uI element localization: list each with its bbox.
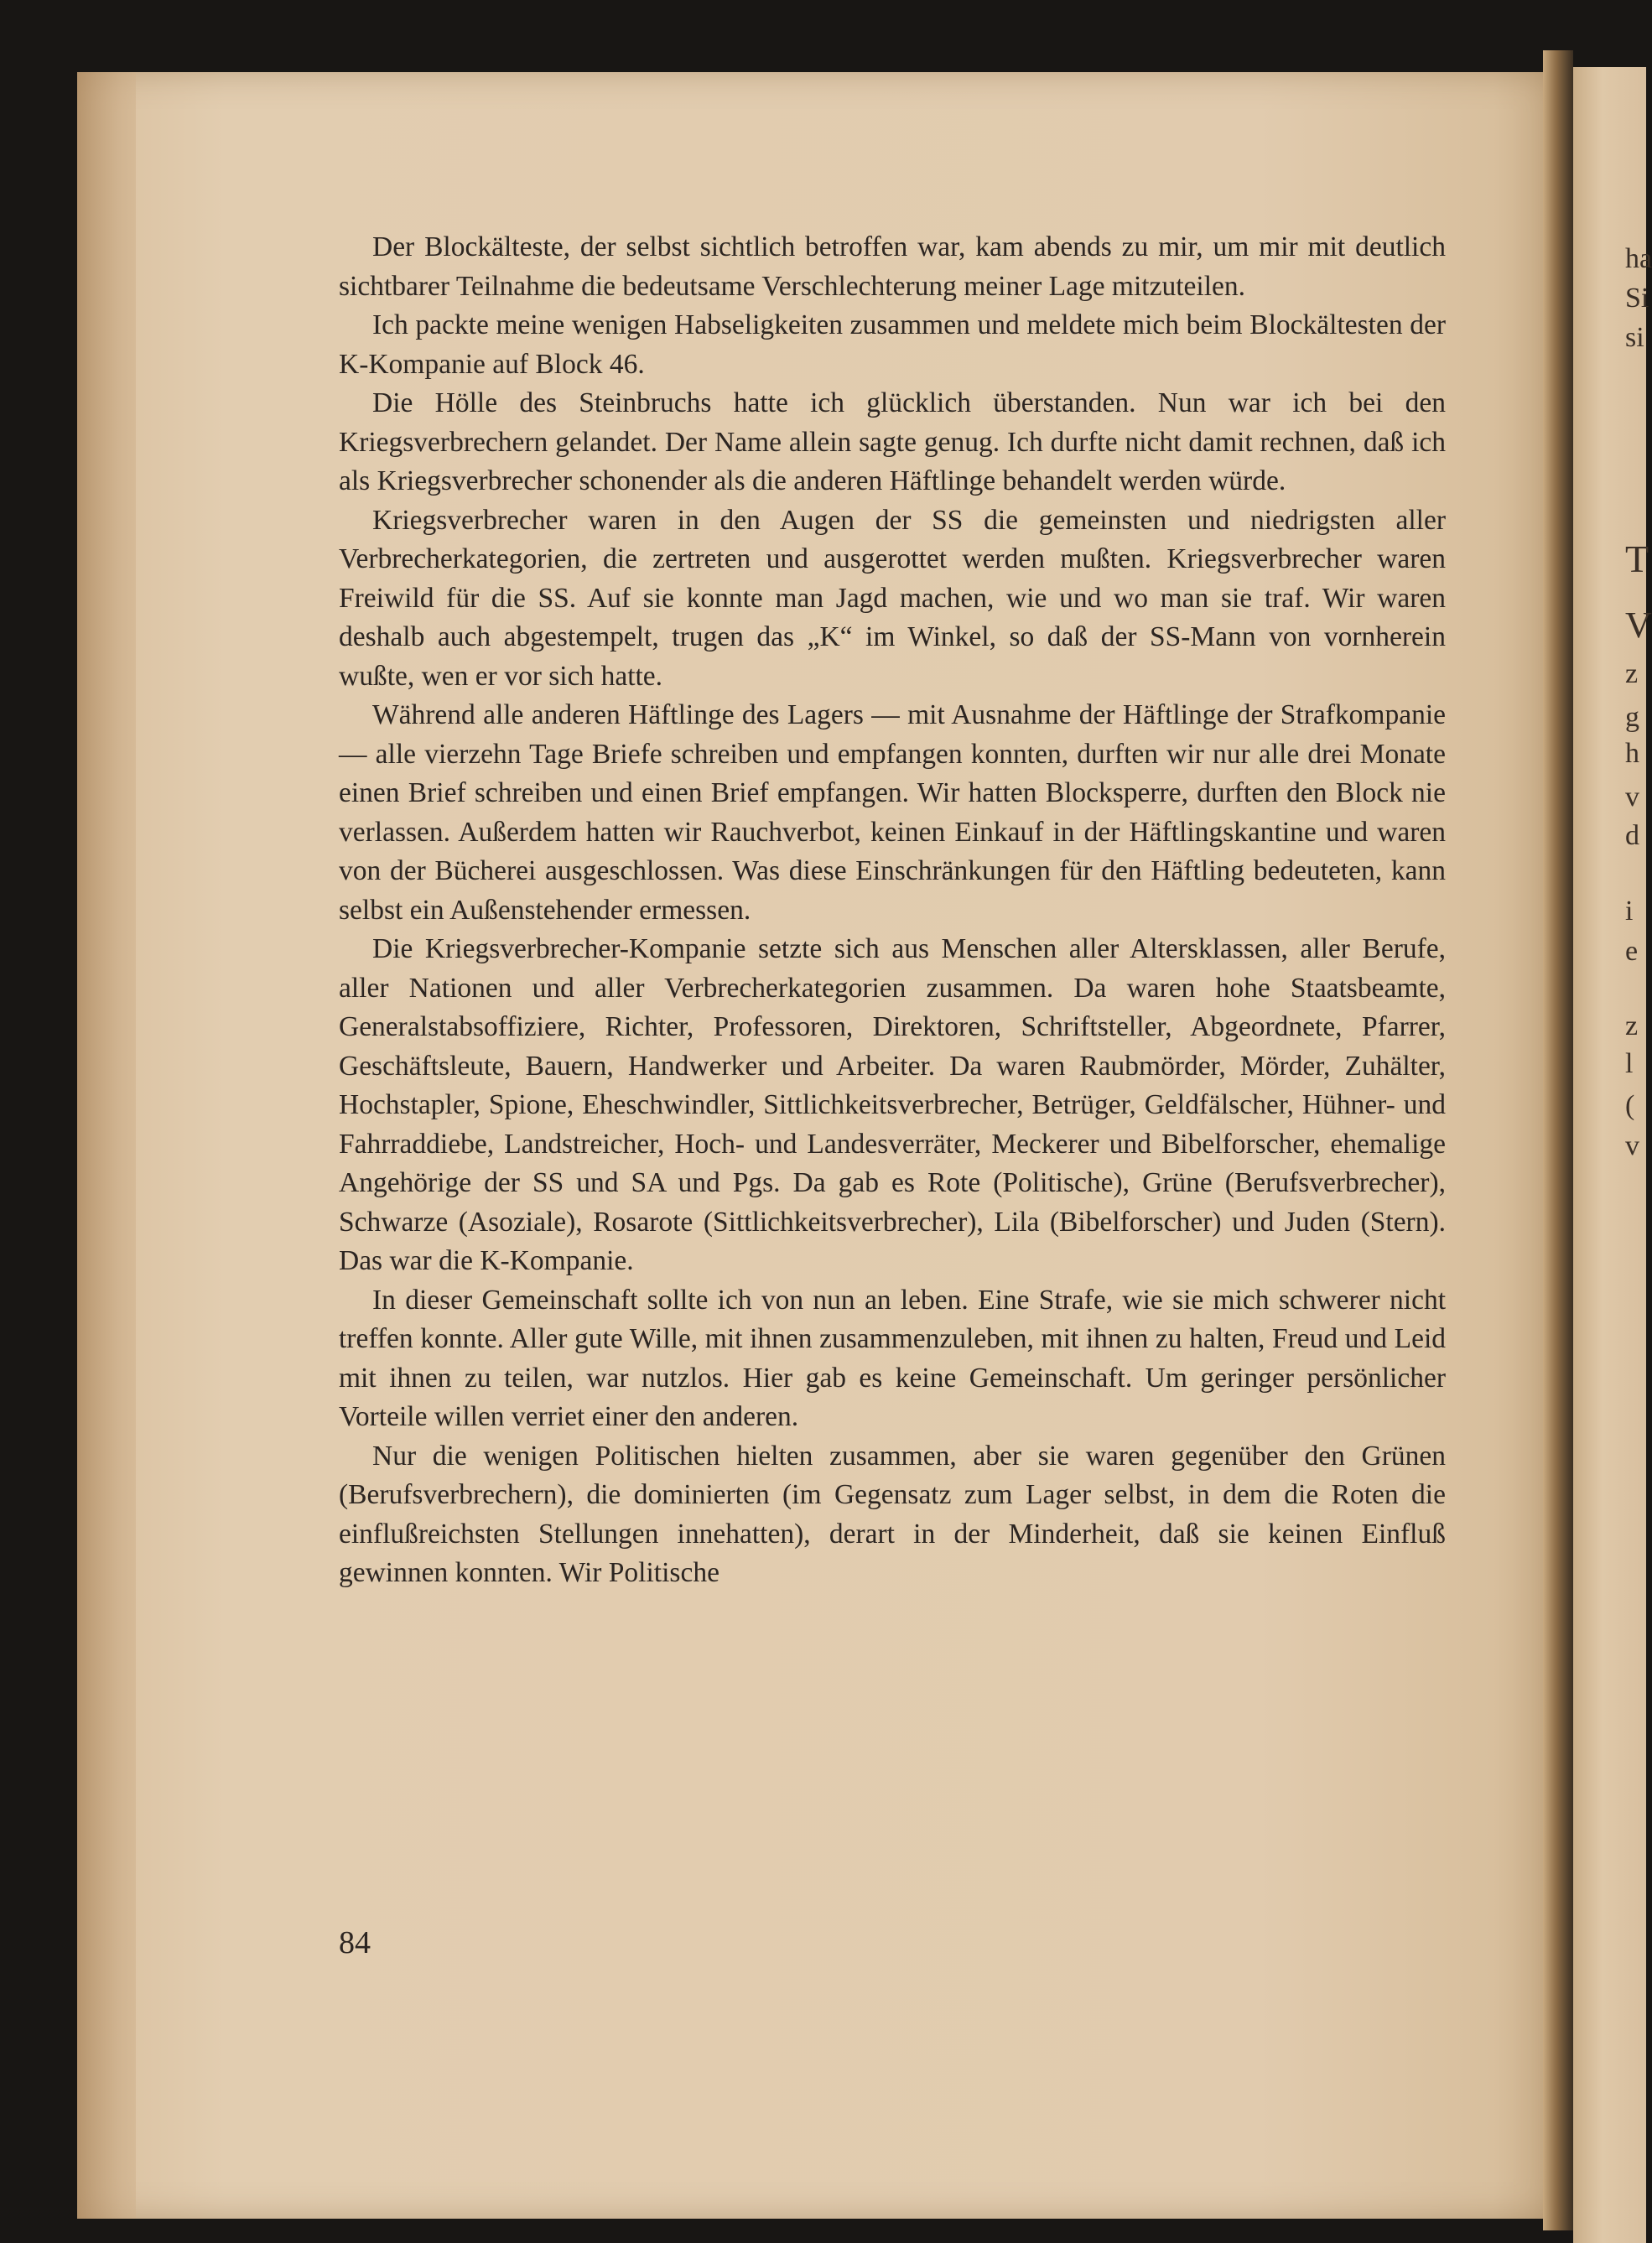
next-page-fragment: ( xyxy=(1625,1090,1635,1121)
paragraph: Ich packte meine wenigen Habseligkeiten zusammen und meldete mich beim Blockältesten der K-Kompanie auf Block 46. xyxy=(339,309,1446,380)
next-page-fragment: si xyxy=(1625,322,1644,353)
page-edge-shadow xyxy=(77,72,136,2219)
page-number: 84 xyxy=(339,1925,371,1960)
next-page-fragment: e xyxy=(1625,936,1639,967)
next-page-fragment: v xyxy=(1625,781,1639,813)
next-page-fragment: g xyxy=(1625,702,1639,733)
paragraph: In dieser Gemeinschaft sollte ich von nun an leben. Eine Strafe, wie sie mich schwerer nicht treffen konnte. Aller gute Wille, mit ihnen zusammenzuleben, mit ihnen zu halten, Freud und Leid mit ihnen zu teilen, war nutzlos. Hier gab es keine Gemeinschaft. Um geringer persönlicher Vorteile willen verriet einer den anderen. xyxy=(339,1284,1446,1432)
next-page-fragment: ha xyxy=(1625,243,1652,274)
book-gutter xyxy=(1543,50,1573,2230)
next-page-edge xyxy=(1573,67,1652,2243)
paragraph: Nur die wenigen Politischen hielten zusammen, aber sie waren gegenüber den Grünen (Berufsverbrechern), die dominierten (im Gegensatz zum Lager selbst, in dem die Roten die einflußreichsten Stellungen innehatten), derart in der Minderheit, daß sie keinen Einfluß gewinnen konnten. Wir Politische xyxy=(339,1440,1446,1588)
paragraph: Der Blockälteste, der selbst sichtlich betroffen war, kam abends zu mir, um mir mit deutlich sichtbarer Teilnahme die bedeutsame Verschlechterung meiner Lage mitzuteilen. xyxy=(339,231,1446,302)
next-page-fragment: V xyxy=(1625,605,1652,646)
next-page-fragment: d xyxy=(1625,820,1639,851)
paragraph: Während alle anderen Häftlinge des Lagers — mit Ausnahme der Häftlinge der Strafkompanie — alle vierzehn Tage Briefe schreiben und empfangen konnten, durften wir nur alle drei Monate einen Brief schreiben und einen Brief empfangen. Wir hatten Blocksperre, durften den Block nie verlassen. Außerdem hatten wir Rauchverbot, keinen Einkauf in der Häftlingskantine und waren von der Bücherei ausgeschlossen. Was diese Einschränkungen für den Häftling bedeuteten, kann selbst ein Außenstehender ermessen. xyxy=(339,699,1446,926)
next-page-fragment: Si xyxy=(1625,283,1649,314)
next-page-fragment: i xyxy=(1625,896,1634,927)
next-page-fragment: h xyxy=(1625,738,1639,769)
paragraph: Die Hölle des Steinbruchs hatte ich glücklich überstanden. Nun war ich bei den Kriegsverbrechern gelandet. Der Name allein sagte genug. Ich durfte nicht damit rechnen, daß ich als Kriegsverbrecher schonender als die anderen Häftlinge behandelt werden würde. xyxy=(339,387,1446,496)
body-text xyxy=(339,228,1446,1593)
next-page-fragment: v xyxy=(1625,1130,1639,1161)
next-page-fragment: z xyxy=(1625,658,1639,689)
next-page-fragment: T xyxy=(1625,537,1649,580)
paragraph: Kriegsverbrecher waren in den Augen der SS die gemeinsten und niedrigsten aller Verbrecherkategorien, die zertreten und ausgerottet werden mußten. Kriegsverbrecher waren Freiwild für die SS. Auf sie konnte man Jagd machen, wie und wo man sie traf. Wir waren deshalb auch abgestempelt, trugen das „K“ im Winkel, so daß der SS-Mann von vornherein wußte, wen er vor sich hatte. xyxy=(339,504,1446,692)
next-page-fragment: l xyxy=(1625,1048,1634,1079)
paragraph: Die Kriegsverbrecher-Kompanie setzte sich aus Menschen aller Altersklassen, aller Berufe, aller Nationen und aller Verbrecherkategorien zusammen. Da waren hohe Staatsbeamte, Generalstabsoffiziere, Richter, Professoren, Direktoren, Schriftsteller, Abgeordnete, Pfarrer, Geschäftsleute, Bauern, Handwerker und Arbeiter. Da waren Raubmörder, Mörder, Zuhälter, Hochstapler, Spione, Eheschwindler, Sittlichkeitsverbrecher, Betrüger, Geldfälscher, Hühner- und Fahrraddiebe, Landstreicher, Hoch- und Landesverräter, Meckerer und Bibelforscher, ehemalige Angehörige der SS und SA und Pgs. Da gab es Rote (Politische), Grüne (Berufsverbrecher), Schwarze (Asoziale), Rosarote (Sittlichkeitsverbrecher), Lila (Bibelforscher) und Juden (Stern). Das war die K-Kompanie. xyxy=(339,933,1446,1276)
next-page-fragment: z xyxy=(1625,1010,1639,1041)
